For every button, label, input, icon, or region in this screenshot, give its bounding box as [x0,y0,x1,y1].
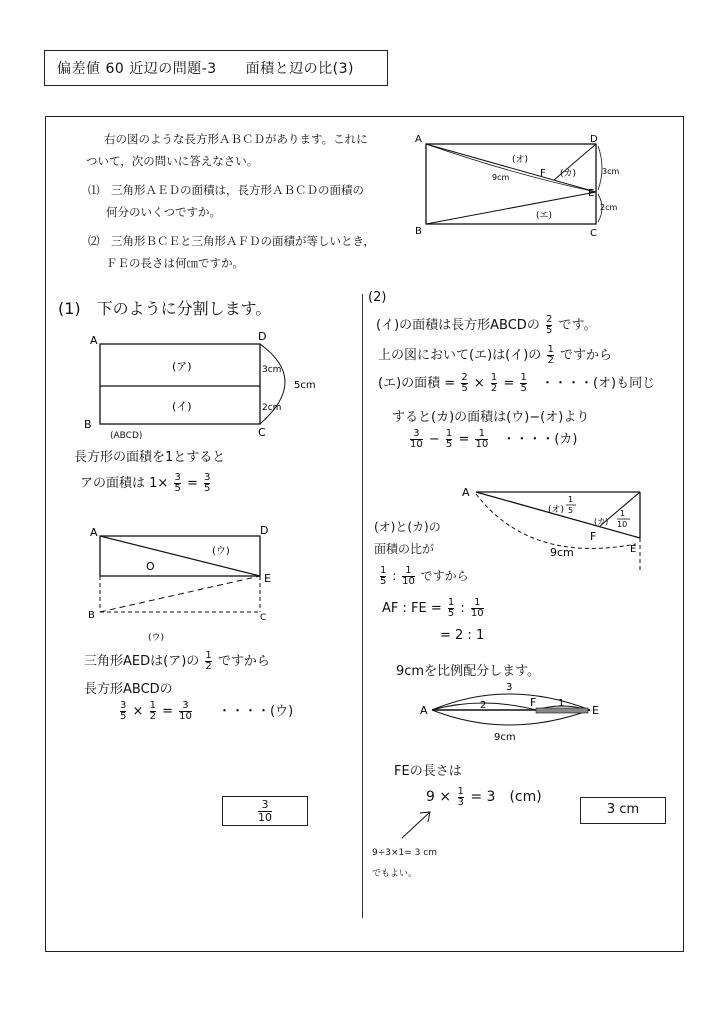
fig2-dashed-be [100,576,260,612]
fraction: $\frac{1}{10}$ [470,597,484,619]
fraction: $\frac{1}{5}$ [380,565,387,587]
solution2-line1: (イ)の面積は長方形ABCDの $\frac{2}{5}$ です。 [376,314,597,336]
fraction: $\frac{3}{10}$ [258,798,272,824]
fraction: $\frac{2}{5}$ [461,372,468,394]
fraction: $\frac{1}{2}$ [490,372,498,394]
fig1-length-5: 5cm [294,380,316,391]
af-fe-line: AF : FE = $\frac{1}{5}$ : $\frac{1}{10}$ [382,597,484,619]
column-divider [362,294,363,918]
solution1-line3: 三角形AEDは(ア)の $\frac{1}{2}$ ですから [84,650,270,672]
region-o: (オ) [512,155,529,165]
region-ka: (カ) [560,169,577,179]
tri-region-o: (オ) [548,505,565,515]
fraction: $\frac{2}{5}$ [545,314,553,336]
solution1-line4: 長方形ABCDの [84,682,173,697]
tri-ka-den: 10 [617,520,628,529]
page-title: 偏差値 60 近辺の問題-3 面積と辺の比(3) [57,61,355,77]
tri-length: 9cm [550,546,574,559]
ratio-line3: $\frac{1}{5}$ : $\frac{1}{10}$ ですから [380,565,469,587]
label-c: C [590,228,597,239]
answer2-box [580,797,666,824]
length-ae: 9cm [492,173,510,182]
fig2-label-d: D [260,524,269,537]
fraction: $\frac{1}{2}$ [149,700,156,722]
fraction: $\frac{1}{5}$ [447,597,455,619]
fig1-label-b: B [84,418,92,431]
fig2-label-b: B [88,610,95,621]
solution1-line2: アの面積は 1× $\frac{3}{5}$ = $\frac{3}{5}$ [80,472,211,494]
tri-label-a: A [462,486,470,499]
fraction: $\frac{1}{3}$ [457,785,464,808]
solution2-heading: (2) [368,290,387,305]
segment-diagram [418,678,608,746]
ratio-line2: 面積の比が [374,542,435,556]
label-a: A [415,134,422,145]
label-b: B [415,226,422,237]
tri-dashed-arc [476,494,636,548]
fig1-length-2: 2cm [262,403,282,413]
seg-arc-top [432,694,590,710]
abcd-note: (ABCD) [110,431,143,441]
seg-part2: 2 [480,700,487,711]
rect-abcd [426,144,596,224]
fig2-label-e: E [264,572,271,585]
fraction: $\frac{3}{10}$ [410,428,423,450]
tri-label-e: E [630,544,637,555]
fraction: $\frac{3}{5}$ [120,700,127,722]
note-line2: でもよい。 [372,869,418,879]
label-f: F [540,168,546,179]
solution1-heading: (1) 下のように分割します。 [58,299,272,318]
fig1-region-i: (イ) [172,400,192,413]
length-ec: 2cm [600,203,618,212]
solution2-line3: (エ)の面積 = $\frac{2}{5}$ × $\frac{1}{2}$ = $\frac{1}{5}$ ・・・・(オ)も同じ [378,372,656,394]
region-e: (エ) [536,211,553,221]
fe-line: FEの長さは [394,764,462,779]
fig1-length-3: 3cm [262,365,282,375]
question1-line2: 何分のいくつですか。 [106,205,221,219]
fig2-label-c: C [260,613,267,623]
question2-line1: ⑵ 三角形ＢＣＥと三角形ＡＦＤの面積が等しいとき， [88,234,376,248]
fig1-label-d: D [258,330,267,343]
af-fe-result: = 2 : 1 [440,628,485,643]
fig1-region-a: (ア) [172,360,192,373]
line-ae [426,144,596,192]
fraction: $\frac{1}{10}$ [402,565,415,587]
fig1-label-c: C [258,426,266,439]
solution2-line4: すると(カ)の面積は(ウ)−(オ)より [392,410,590,425]
fraction: $\frac{1}{2}$ [205,650,212,672]
tri-region-ka: (カ) [594,517,609,526]
split-line: 9cmを比例配分します。 [396,664,541,679]
ratio-line1: (オ)と(カ)の [374,520,441,534]
fraction: $\frac{1}{10}$ [475,428,489,450]
fraction: $\frac{1}{5}$ [445,428,453,450]
tri-line-ae [476,492,640,538]
question1-line1: ⑴ 三角形ＡＥＤの面積は，長方形ＡＢＣＤの面積の [88,183,364,197]
answer1-box [222,796,308,826]
solution2-line2: 上の図において(エ)は(イ)の $\frac{1}{2}$ ですから [378,344,612,366]
solution1-figure2 [82,522,282,622]
line-be [426,192,596,224]
title-box [44,50,388,86]
solution1-figure1 [82,330,332,439]
fig2-label-a: A [90,526,98,539]
fig2-region-o: O [146,560,155,573]
solution1-line1: 長方形の面積を1とすると [74,450,226,465]
problem-text-line1: 右の図のような長方形ＡＢＣＤがあります。これに [104,132,368,146]
fraction: $\frac{3}{10}$ [179,700,192,722]
fig1-label-a: A [90,334,98,347]
note-line1: 9÷3×1= 3 cm [372,848,437,858]
seg-part1: 1 [558,698,565,709]
arrow-icon [398,808,438,842]
fig2-region-u: (ウ) [212,546,230,557]
tri-o-num: 1 [568,495,574,504]
tri-ka-num: 1 [620,509,626,518]
solution1-calc: $\frac{3}{5}$ × $\frac{1}{2}$ = $\frac{3}{10}$ ・・・・(ウ) [120,700,294,722]
fraction: $\frac{3}{5}$ [174,472,181,494]
problem-diagram [412,130,620,240]
seg-label-e: E [592,704,599,717]
fraction: $\frac{1}{2}$ [547,344,554,366]
length-de: 3cm [602,167,620,176]
tri-o-den: 5 [568,506,574,515]
label-e: E [588,188,595,199]
fig2-line-ae [100,536,260,576]
seg-length: 9cm [494,732,516,743]
fraction: $\frac{3}{5}$ [204,472,211,494]
seg-total-ratio: 3 [506,682,513,693]
seg-label-f: F [530,696,537,709]
fe-calc: 9 × $\frac{1}{3}$ = 3 (cm) [426,785,542,808]
problem-text-line2: ついて，次の問いに答えなさい。 [86,154,259,168]
question2-line2: ＦＥの長さは何㎝ですか。 [106,256,244,270]
tri-label-f: F [590,530,597,543]
seg-label-a: A [420,704,428,717]
answer2-text: 3 cm [606,802,640,817]
solution2-triangle-diagram [460,484,650,574]
solution2-line5: $\frac{3}{10}$ − $\frac{1}{5}$ = $\frac{1}{10}$ ・・・・(カ) [410,428,578,450]
fraction: $\frac{1}{5}$ [520,372,527,394]
label-d: D [590,134,598,145]
u-note: (ウ) [148,633,165,643]
